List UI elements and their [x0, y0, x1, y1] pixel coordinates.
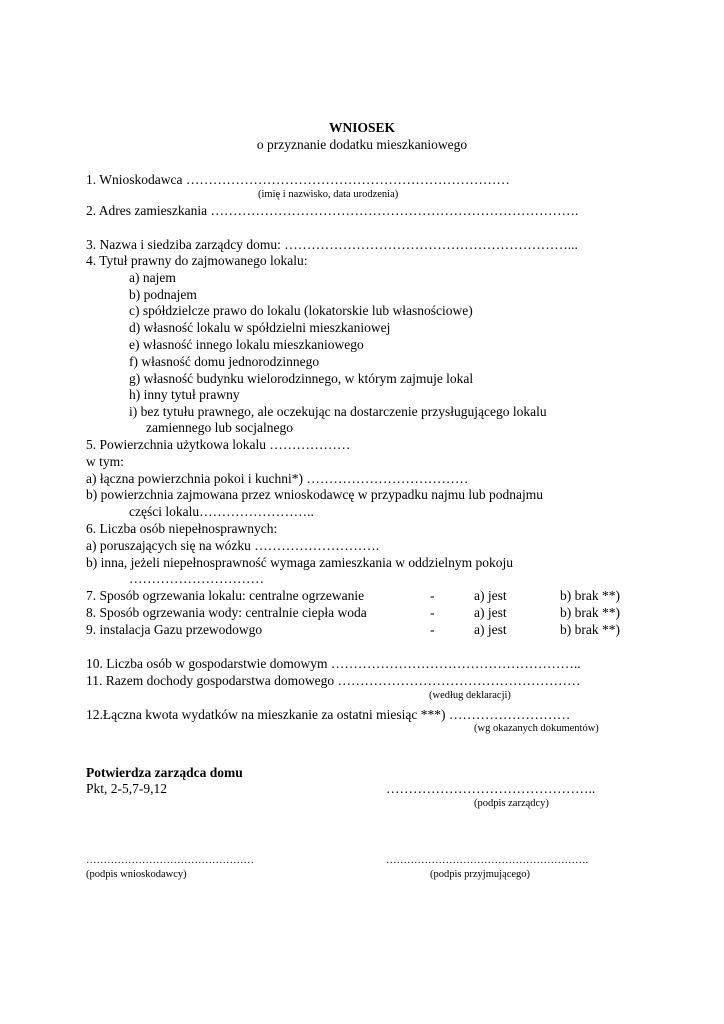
legal-title-option: b) podnajem — [129, 287, 197, 302]
legal-title-option: i) bez tytułu prawnego, ale oczekując na dostarczenie przysługującego lokalu — [129, 404, 547, 419]
legal-title-option: f) własność domu jednorodzinnego — [129, 354, 320, 369]
legal-title-option: h) inny tytuł prawny — [129, 387, 240, 402]
income-hint: (według deklaracji) — [429, 690, 511, 701]
heating-row-option-a: a) jest — [474, 588, 507, 603]
legal-title-option: d) własność lokalu w spółdzielni mieszkaniowej — [129, 320, 391, 335]
area-field: 5. Powierzchnia użytkowa lokalu ……………… — [86, 437, 351, 452]
heating-row-option-a: a) jest — [474, 605, 507, 620]
disabled-b-field: b) inna, jeżeli niepełnosprawność wymaga zamieszkania w oddzielnym pokoju — [86, 555, 513, 570]
form-title: WNIOSEK — [328, 120, 396, 135]
receiver-signature-line: …………………………………………………. — [386, 855, 589, 866]
legal-title-option-cont: zamiennego lub socjalnego — [146, 420, 293, 435]
heating-row-dash: - — [430, 622, 435, 637]
area-b-cont: części lokalu…………………….. — [129, 504, 314, 519]
area-a-field: a) łączna powierzchnia pokoi i kuchni*) ……………………………… — [86, 471, 469, 486]
legal-title-heading: 4. Tytuł prawny do zajmowanego lokalu: — [86, 253, 308, 268]
manager-signature-label: (podpis zarządcy) — [474, 798, 549, 809]
applicant-signature-line: ………………………………………… — [86, 855, 254, 866]
disabled-heading: 6. Liczba osób niepełnosprawnych: — [86, 521, 278, 536]
legal-title-option: c) spółdzielcze prawo do lokalu (lokatorskie lub własnościowe) — [129, 303, 473, 318]
expenses-field: 12.Łączna kwota wydatków na mieszkanie za ostatni miesiąc ***) ……………………… — [86, 707, 571, 722]
manager-field: 3. Nazwa i siedziba zarządcy domu: ………………………………………………………... — [86, 237, 578, 252]
area-including: w tym: — [86, 454, 124, 469]
heating-row-option-b: b) brak **) — [560, 588, 620, 603]
heating-row-label: 7. Sposób ogrzewania lokalu: centralne ogrzewanie — [86, 588, 365, 603]
applicant-signature-label: (podpis wnioskodawcy) — [86, 869, 187, 880]
heating-row-dash: - — [430, 588, 435, 603]
confirmation-heading: Potwierdza zarządca domu — [86, 765, 243, 780]
heating-row-option-b: b) brak **) — [560, 622, 620, 637]
heating-row-option-a: a) jest — [474, 622, 507, 637]
disabled-a-field: a) poruszających się na wózku ………………………. — [86, 538, 380, 553]
heating-row-label: 9. instalacja Gazu przewodowgo — [86, 622, 263, 637]
receiver-signature-label: (podpis przyjmującego) — [430, 869, 531, 880]
legal-title-option: e) własność innego lokalu mieszkaniowego — [129, 337, 364, 352]
heating-row-option-b: b) brak **) — [560, 605, 620, 620]
heating-row-dash: - — [430, 605, 435, 620]
heating-row-label: 8. Sposób ogrzewania wody: centralnie ciepła woda — [86, 605, 367, 620]
disabled-b-cont: ………………………… — [129, 571, 264, 586]
form-subtitle: o przyznanie dodatku mieszkaniowego — [256, 137, 468, 152]
legal-title-option: a) najem — [129, 270, 176, 285]
address-field: 2. Adres zamieszkania ………………………………………………………………………. — [86, 203, 579, 218]
applicant-hint: (imię i nazwisko, data urodzenia) — [258, 189, 399, 200]
applicant-field: 1. Wnioskodawca ……………………………………………………………… — [86, 172, 510, 187]
area-b-field: b) powierzchnia zajmowana przez wnioskodawcę w przypadku najmu lub podnajmu — [86, 487, 543, 502]
household-field: 10. Liczba osób w gospodarstwie domowym ……………………………………………….. — [86, 656, 581, 671]
manager-signature-line: ……………………………………….. — [386, 781, 596, 796]
confirmation-points: Pkt, 2-5,7-9,12 — [86, 781, 167, 796]
income-field: 11. Razem dochody gospodarstwa domowego ……………………………………………… — [86, 673, 581, 688]
legal-title-option: g) własność budynku wielorodzinnego, w którym zajmuje lokal — [129, 371, 474, 386]
expenses-hint: (wg okazanych dokumentów) — [474, 723, 599, 734]
